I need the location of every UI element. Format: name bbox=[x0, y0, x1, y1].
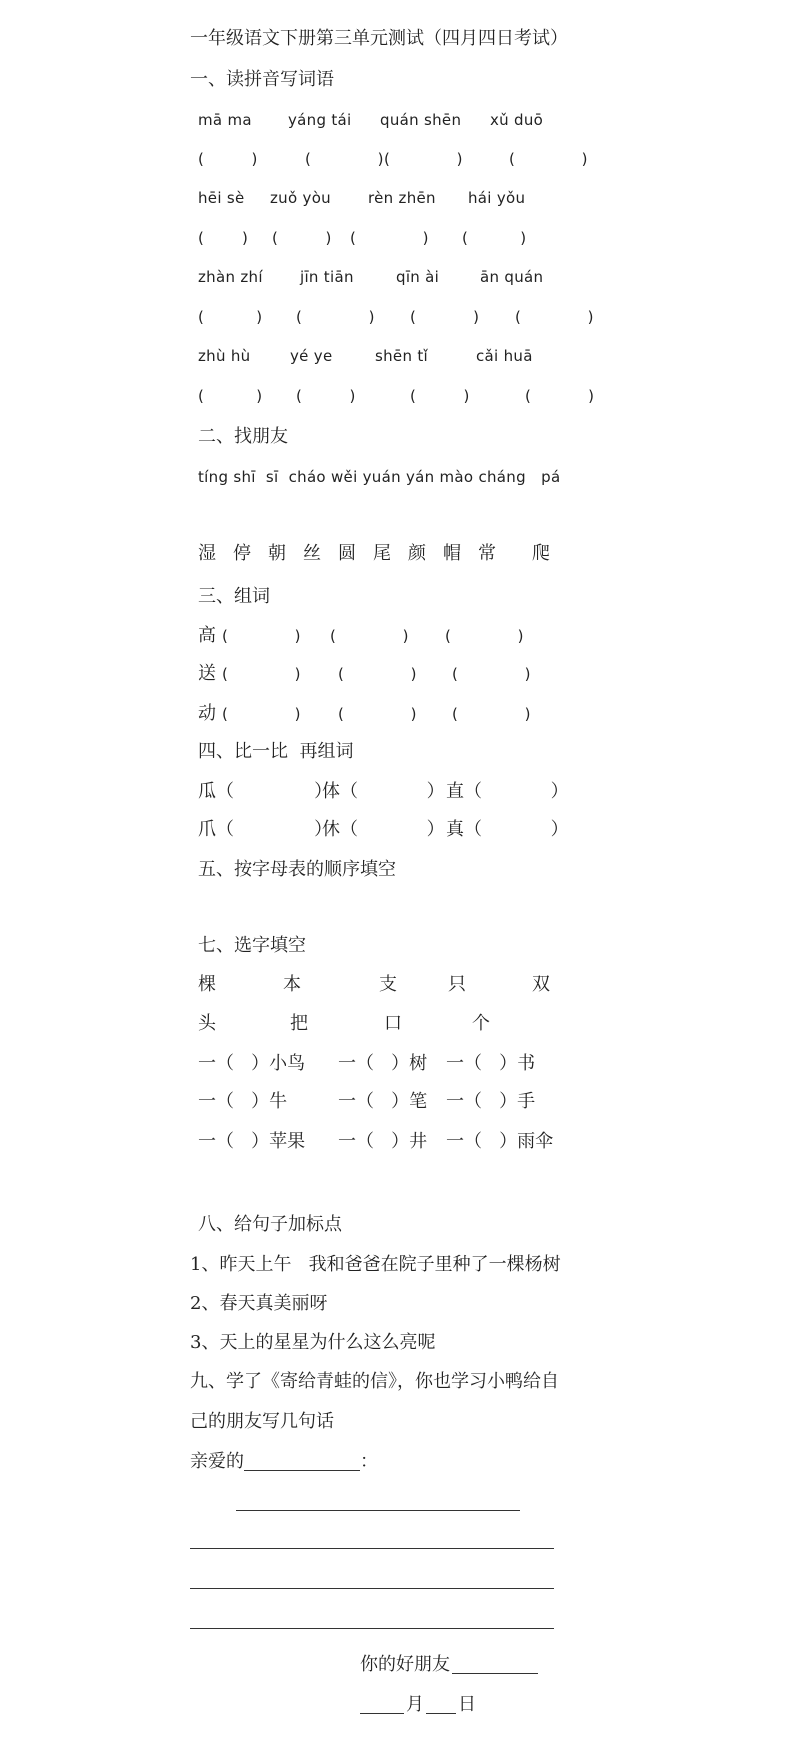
section-9-heading-cont: 己的朋友写几句话 bbox=[190, 1411, 334, 1432]
answer-bracket[interactable]: ( ) bbox=[410, 308, 479, 326]
section-2-heading: 二、找朋友 bbox=[198, 426, 288, 447]
section-8-heading: 八、给句子加标点 bbox=[198, 1214, 342, 1235]
pinyin: jīn tiān bbox=[300, 268, 354, 286]
section-4-heading: 四、比一比 再组词 bbox=[198, 741, 354, 762]
page-title: 一年级语文下册第三单元测试（四月四日考试） bbox=[190, 28, 568, 49]
letter-line-4[interactable] bbox=[190, 1628, 554, 1629]
pinyin: shēn tǐ bbox=[375, 347, 428, 365]
signature-label: 你的好朋友 bbox=[360, 1654, 450, 1675]
character: 本 bbox=[283, 974, 301, 995]
pinyin: ān quán bbox=[480, 268, 544, 286]
fill-blank-item[interactable]: 一（ ）井 bbox=[338, 1131, 428, 1152]
section-3-heading: 三、组词 bbox=[198, 586, 270, 607]
answer-bracket[interactable]: ( ) bbox=[515, 308, 594, 326]
compare-item[interactable]: 爪（ ） bbox=[198, 819, 333, 840]
character: 丝 bbox=[303, 543, 321, 564]
answer-bracket[interactable]: ( ) bbox=[525, 387, 594, 405]
pinyin: qīn ài bbox=[396, 268, 440, 286]
day-label: 日 bbox=[458, 1694, 476, 1715]
day-blank[interactable] bbox=[426, 1713, 456, 1714]
answer-bracket[interactable]: ( ) bbox=[305, 150, 384, 168]
answer-bracket[interactable]: ( ) bbox=[222, 665, 301, 683]
character: 送 bbox=[198, 663, 216, 684]
fill-blank-item[interactable]: 一（ ）笔 bbox=[338, 1091, 428, 1112]
answer-bracket[interactable]: ( ) bbox=[338, 705, 417, 723]
answer-bracket[interactable]: ( ) bbox=[198, 229, 248, 247]
pinyin: cǎi huā bbox=[476, 347, 533, 365]
fill-blank-item[interactable]: 一（ ）牛 bbox=[198, 1091, 288, 1112]
letter-line-3[interactable] bbox=[190, 1588, 554, 1589]
letter-line-1[interactable] bbox=[236, 1510, 520, 1511]
section-7-heading: 七、选字填空 bbox=[198, 935, 306, 956]
answer-bracket[interactable]: ( ) bbox=[509, 150, 588, 168]
answer-bracket[interactable]: ( ) bbox=[222, 627, 301, 645]
fill-blank-item[interactable]: 一（ ）树 bbox=[338, 1053, 428, 1074]
pinyin-list: tíng shī sī cháo wěi yuán yán mào cháng pá bbox=[198, 468, 561, 486]
character: 停 bbox=[233, 543, 251, 564]
answer-bracket[interactable]: ( ) bbox=[384, 150, 463, 168]
punctuation-sentence-1: 1、昨天上午 我和爸爸在院子里种了一棵杨树 bbox=[190, 1254, 561, 1275]
answer-bracket[interactable]: ( ) bbox=[222, 705, 301, 723]
compare-item[interactable]: 休（ ） bbox=[322, 819, 445, 840]
answer-bracket[interactable]: ( ) bbox=[198, 308, 263, 326]
pinyin: zhù hù bbox=[198, 347, 251, 365]
answer-bracket[interactable]: ( ) bbox=[452, 705, 531, 723]
answer-bracket[interactable]: ( ) bbox=[296, 387, 356, 405]
fill-blank-item[interactable]: 一（ ）书 bbox=[446, 1053, 536, 1074]
answer-bracket[interactable]: ( ) bbox=[272, 229, 332, 247]
character: 棵 bbox=[198, 974, 216, 995]
section-5-heading: 五、按字母表的顺序填空 bbox=[198, 859, 396, 880]
section-9-heading: 九、学了《寄给青蛙的信》，你也学习小鸭给自 bbox=[190, 1371, 559, 1392]
letter-line-2[interactable] bbox=[190, 1548, 554, 1549]
character: 湿 bbox=[198, 543, 216, 564]
pinyin: mā ma bbox=[198, 111, 252, 129]
pinyin: zhàn zhí bbox=[198, 268, 263, 286]
character: 圆 bbox=[338, 543, 356, 564]
pinyin: quán shēn bbox=[380, 111, 462, 129]
fill-blank-item[interactable]: 一（ ）小鸟 bbox=[198, 1053, 306, 1074]
answer-bracket[interactable]: ( ) bbox=[462, 229, 527, 247]
month-blank[interactable] bbox=[360, 1713, 404, 1714]
salutation-colon: ： bbox=[360, 1451, 378, 1472]
character: 头 bbox=[198, 1013, 216, 1034]
character: 动 bbox=[198, 703, 216, 724]
pinyin: xǔ duō bbox=[490, 111, 544, 129]
answer-bracket[interactable]: ( ) bbox=[338, 665, 417, 683]
answer-bracket[interactable]: ( ) bbox=[452, 665, 531, 683]
answer-bracket[interactable]: ( ) bbox=[296, 308, 375, 326]
pinyin: rèn zhēn bbox=[368, 189, 436, 207]
compare-item[interactable]: 直（ ） bbox=[446, 781, 569, 802]
fill-blank-item[interactable]: 一（ ）雨伞 bbox=[446, 1131, 554, 1152]
answer-bracket[interactable]: ( ) bbox=[330, 627, 409, 645]
pinyin: yáng tái bbox=[288, 111, 352, 129]
month-label: 月 bbox=[406, 1694, 424, 1715]
character: 双 bbox=[532, 974, 550, 995]
compare-item[interactable]: 体（ ） bbox=[322, 781, 445, 802]
answer-bracket[interactable]: ( ) bbox=[410, 387, 470, 405]
answer-bracket[interactable]: ( ) bbox=[198, 387, 263, 405]
character: 高 bbox=[198, 625, 216, 646]
character: 口 bbox=[384, 1013, 402, 1034]
answer-bracket[interactable]: ( ) bbox=[445, 627, 524, 645]
character: 爬 bbox=[532, 543, 550, 564]
section-1-heading: 一、读拼音写词语 bbox=[190, 69, 334, 90]
recipient-blank[interactable] bbox=[244, 1470, 360, 1471]
pinyin: yé ye bbox=[290, 347, 333, 365]
character: 支 bbox=[379, 974, 397, 995]
character: 只 bbox=[448, 974, 466, 995]
character: 尾 bbox=[373, 543, 391, 564]
pinyin: zuǒ yòu bbox=[270, 189, 331, 207]
punctuation-sentence-3: 3、天上的星星为什么这么亮呢 bbox=[190, 1332, 436, 1353]
character: 把 bbox=[290, 1013, 308, 1034]
compare-item[interactable]: 真（ ） bbox=[446, 819, 569, 840]
answer-bracket[interactable]: ( ) bbox=[350, 229, 429, 247]
character: 颜 bbox=[408, 543, 426, 564]
compare-item[interactable]: 瓜（ ） bbox=[198, 781, 333, 802]
fill-blank-item[interactable]: 一（ ）手 bbox=[446, 1091, 536, 1112]
pinyin: hái yǒu bbox=[468, 189, 526, 207]
fill-blank-item[interactable]: 一（ ）苹果 bbox=[198, 1131, 306, 1152]
salutation-label: 亲爱的 bbox=[190, 1451, 244, 1472]
character: 帽 bbox=[443, 543, 461, 564]
answer-bracket[interactable]: ( ) bbox=[198, 150, 258, 168]
character: 个 bbox=[472, 1013, 490, 1034]
signature-blank[interactable] bbox=[452, 1673, 538, 1674]
character: 朝 bbox=[268, 543, 286, 564]
pinyin: hēi sè bbox=[198, 189, 245, 207]
character: 常 bbox=[478, 543, 496, 564]
punctuation-sentence-2: 2、春天真美丽呀 bbox=[190, 1293, 328, 1314]
